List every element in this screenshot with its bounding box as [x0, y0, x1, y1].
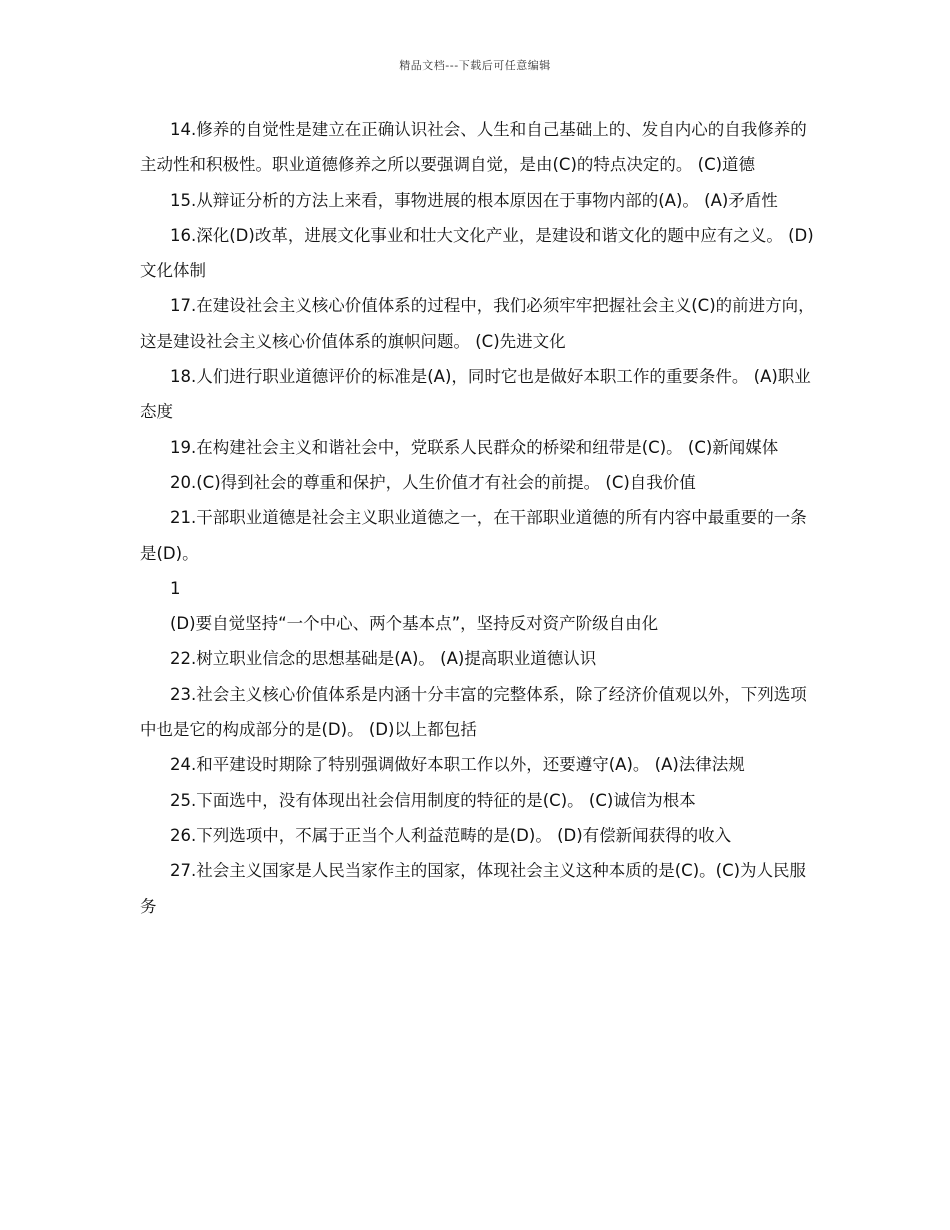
page-header: 精品文档---下载后可任意编辑 — [399, 59, 551, 72]
document-body — [140, 112, 820, 924]
question-21: 21.干部职业道德是社会主义职业道德之一，在干部职业道德的所有内容中最重要的一条是(D)。 — [140, 508, 807, 563]
page-number: 1 — [170, 578, 181, 598]
question-14: 14.修养的自觉性是建立在正确认识社会、人生和自己基础上的、发自内心的自我修养的主动性和积极性。职业道德修养之所以要强调自觉，是由(C)的特点决定的。 (C)道德 — [140, 120, 807, 175]
question-18: 18.人们进行职业道德评价的标准是(A)，同时它也是做好本职工作的重要条件。 (A)职业态度 — [140, 367, 811, 422]
question-15: 15.从辩证分析的方法上来看，事物进展的根本原因在于事物内部的(A)。 (A)矛盾性 — [170, 190, 778, 210]
question-21-answer: (D)要自觉坚持“一个中心、两个基本点”，坚持反对资产阶级自由化 — [170, 614, 659, 634]
question-26: 26.下列选项中，不属于正当个人利益范畴的是(D)。 (D)有偿新闻获得的收入 — [170, 825, 732, 845]
question-19: 19.在构建社会主义和谐社会中，党联系人民群众的桥梁和纽带是(C)。 (C)新闻媒体 — [170, 437, 779, 457]
question-27: 27.社会主义国家是人民当家作主的国家，体现社会主义这种本质的是(C)。(C)为人民服务 — [140, 861, 807, 916]
question-16: 16.深化(D)改革，进展文化事业和壮大文化产业，是建设和谐文化的题中应有之义。 (D)文化体制 — [140, 225, 814, 281]
question-17: 17.在建设社会主义核心价值体系的过程中，我们必须牢牢把握社会主义(C)的前进方向，这是建设社会主义核心价值体系的旗帜问题。 (C)先进文化 — [140, 296, 815, 351]
question-23: 23.社会主义核心价值体系是内涵十分丰富的完整体系，除了经济价值观以外，下列选项中也是它的构成部分的是(D)。 (D)以上都包括 — [140, 684, 807, 740]
question-20: 20.(C)得到社会的尊重和保护，人生价值才有社会的前提。 (C)自我价值 — [170, 472, 696, 492]
question-24: 24.和平建设时期除了特别强调做好本职工作以外，还要遵守(A)。 (A)法律法规 — [170, 755, 745, 775]
question-22: 22.树立职业信念的思想基础是(A)。 (A)提高职业道德认识 — [170, 649, 597, 669]
question-25: 25.下面选中，没有体现出社会信用制度的特征的是(C)。 (C)诚信为根本 — [170, 790, 696, 810]
